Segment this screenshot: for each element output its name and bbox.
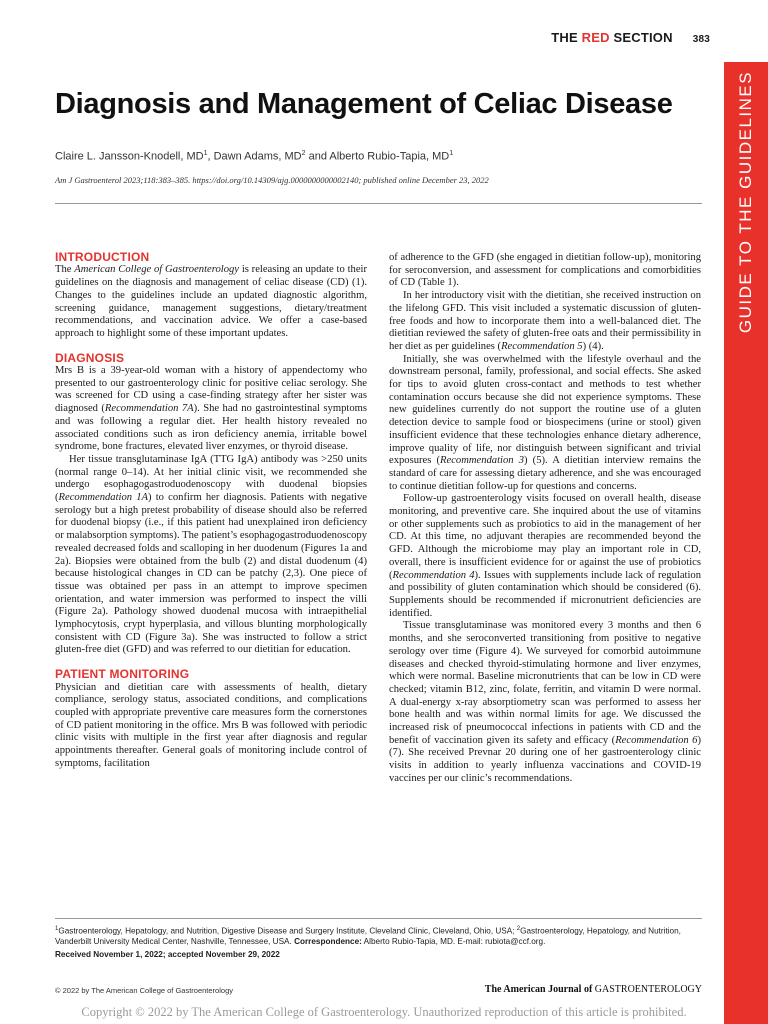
author-3: and Alberto Rubio-Tapia, MD [305,150,450,163]
recommendation-ref: Recommendation 4 [392,569,475,581]
author-1-affil: 1 [203,150,208,157]
monitoring-paragraph-continued: of adherence to the GFD (she engaged in dietitian follow-up), monitoring for seroconversion, and assessment for complications and comorbidities of CD (Table 1). [389,252,701,289]
monitoring-paragraph-3: Initially, she was overwhelmed with the lifestyle overhaul and the downstream personal, family, professional, and social effects. She asked for tips to avoid gluten cross-contact and methods to test whether contamination occurs because she did not experience symptoms. These new guidelines currently do not support the routine use of a gluten detection device to sample food or biospecimens (urine or stool) given insufficient evidence that these technologies enhance dietary adherence, improve quality of life, nor distinguish between significant and trivial exposures (Recommendation 3) (5). A dietitian interview remains the standard of care for assessing dietary adherence, and she was encouraged to continue dietitian follow-up for questions and concerns. [389,353,701,492]
correspondence-text: Alberto Rubio-Tapia, MD. E-mail: rubiota@ccf.org. [361,937,546,947]
left-column [55,250,367,770]
received-dates: Received November 1, 2022; accepted November 29, 2022 [55,950,280,960]
header-red: RED [581,30,610,45]
author-1: Claire L. Jansson-Knodell, MD [55,150,204,163]
header-divider [55,203,702,204]
citation-line: Am J Gastroenterol 2023;118:383–385. https://doi.org/10.14309/ajg.0000000000002140; published online December 23, 2022 [55,175,489,185]
correspondence-label: Correspondence: [294,937,362,947]
running-header [551,30,710,45]
right-column [389,252,701,786]
recommendation-ref: Recommendation 7A [104,403,194,415]
recommendation-ref: Recommendation 5 [501,340,583,352]
monitoring-paragraph-2: In her introductory visit with the dietitian, she received instruction on the lifelong GFD. This visit included a systematic discussion of gluten-free foods and how to incorporate them into a well-balanced diet. The dietitian reviewed the safety of gluten-free oats and their permissibility in her diet as per guidelines (Recommendation 5) (4). [389,290,701,352]
recommendation-ref: Recommendation 3 [440,455,525,467]
header-the: THE [551,30,582,45]
journal-name: American College of Gastroenterology [74,264,240,276]
monitoring-paragraph-4: Follow-up gastroenterology visits focused on overall health, disease monitoring, and preventive care. She inquired about the use of vitamins or other supplements such as probiotics to aid in the management of her CD. At this time, no adjuvant therapies are recommended beyond the GFD. Although the microbiome may play an important role in CD, overall, there is insufficient evidence for or against the use of probiotics (Recommendation 4). Issues with supplements include lack of regulation and possibility of gluten contamination which should be considered (6). Supplements should be recommended if micronutrient deficiencies are identified. [389,493,701,619]
header-section: SECTION [609,30,673,45]
author-3-affil: 1 [449,150,454,157]
footnotes [55,926,705,961]
author-2-affil: 2 [301,150,306,157]
recommendation-ref: Recommendation 6 [615,734,698,746]
author-list [55,150,453,163]
side-label [724,62,768,392]
author-2: , Dawn Adams, MD [207,150,302,163]
page-number: 383 [692,34,710,45]
intro-paragraph: The American College of Gastroenterology is releasing an update to their guidelines on the diagnosis and management of celiac disease (CD) (1). Changes to the guidelines include an updated diagnostic algorithm, screening guidance, management suggestions, dietary/treatment recommendations, and vaccination advice. We offer a case-based approach to highlight some of these important updates. [55,264,367,339]
article-title: Diagnosis and Management of Celiac Disease [55,88,673,120]
monitoring-paragraph-5: Tissue transglutaminase was monitored every 3 months and then 6 months, and she seroconverted transitioning from positive to negative serology over time (Figure 4). We surveyed for comorbid autoimmune diseases and checked thyroid-stimulating hormone and liver enzymes, which were normal. Baseline micronutrients that can be low in CD were checked; vitamin B12, zinc, folate, ferritin, and vitamin D were normal. A dual-energy x-ray absorptiometry scan was performed to assess her bone health and was within normal limits for age. We discussed the increased risk of pneumococcal infections in patients with CD and the benefit of vaccination given its safety and efficacy (Recommendation 6) (7). She received Prevnar 20 during one of her gastroenterology clinic visits in addition to yearly influenza vaccinations and COVID-19 vaccines per our clinic’s recommendations. [389,620,702,784]
affiliations: $^1$Gastroenterology, Hepatology, and Nutrition, Digestive Disease and Surgery Institute, Cleveland Clinic, Cleveland, Ohio, USA; $^2$Gastroenterology, Hepatology, and Nutrition, Vanderbilt University Medical Center, Nashville, Tennessee, USA. Correspondence: Alberto Rubio-Tapia, MD. E-mail: rubiota@ccf.org. [55,926,681,947]
side-label-text: GUIDE TO THE GUIDELINES [736,70,755,334]
monitoring-paragraph-1: Physician and dietitian care with assessments of health, dietary compliance, serology status, associated conditions, and complications coupled with appropriate preventive care measures form the cornerstones of CD patient monitoring in the office. Mrs B was followed with periodic clinic visits with multiple in the first year after diagnosis and regular appointments thereafter. General goals of monitoring include control of symptoms, facilitation [55,681,367,769]
section-heading-patient-monitoring: PATIENT MONITORING [55,667,190,682]
diagnosis-paragraph-2: Her tissue transglutaminase IgA (TTG IgA) antibody was >250 units (normal range 0–14). At her initial clinic visit, we recommended she undergo esophagogastroduodenoscopy with duodenal biopsies (Recommendation 1A) to confirm her diagnosis. Patients with negative serology but a high pretest probability of disease should also be referred for duodenal biopsy (i.e., if this patient had unexplained iron deficiency or malabsorption symptoms). The patient’s esophagogastroduodenoscopy revealed decreased folds and scalloping in her duodenum (Figures 1a and 2a). Biopsies were obtained from the bulb (2) and distal duodenum (4) because histological changes in CD can be patchy (2,3). One piece of tissue was obtained per pass in an attempt to improve specimen orientation, and water immersion was performed to inspect the villi (Figure 2a). Pathology showed duodenal mucosa with intraepithelial lymphocytosis, crypt hyperplasia, and villous blunting morphologically consistent with CD (Figure 3a). She was instructed to follow a strict gluten-free diet (GFD) and was referred to our dietitian for education. [55,453,367,656]
section-heading-introduction: INTRODUCTION [55,250,150,264]
side-band [724,62,768,1024]
copyright-watermark: Copyright © 2022 by The American College of Gastroenterology. Unauthorized reproduction of this article is prohibited. [81,1005,687,1019]
footer-journal-name: The American Journal of GASTROENTEROLOGY [484,984,702,995]
diagnosis-paragraph-1: Mrs B is a 39-year-old woman with a history of appendectomy who presented to our gastroenterology clinic for positive celiac serology. She was screened for CD using a case-finding strategy after her sister was diagnosed (Recommendation 7A). She had no gastrointestinal symptoms and was following a regular diet. Her health history revealed no associated conditions such as iron deficiency anemia, irritable bowel syndrome, bone fractures, elevated liver enzymes, or thyroid disease. [55,365,367,453]
section-heading-diagnosis: DIAGNOSIS [55,350,125,365]
recommendation-ref: Recommendation 1A [58,492,149,504]
footnote-divider [55,918,702,919]
footer-copyright-small: © 2022 by The American College of Gastroenterology [55,986,233,995]
